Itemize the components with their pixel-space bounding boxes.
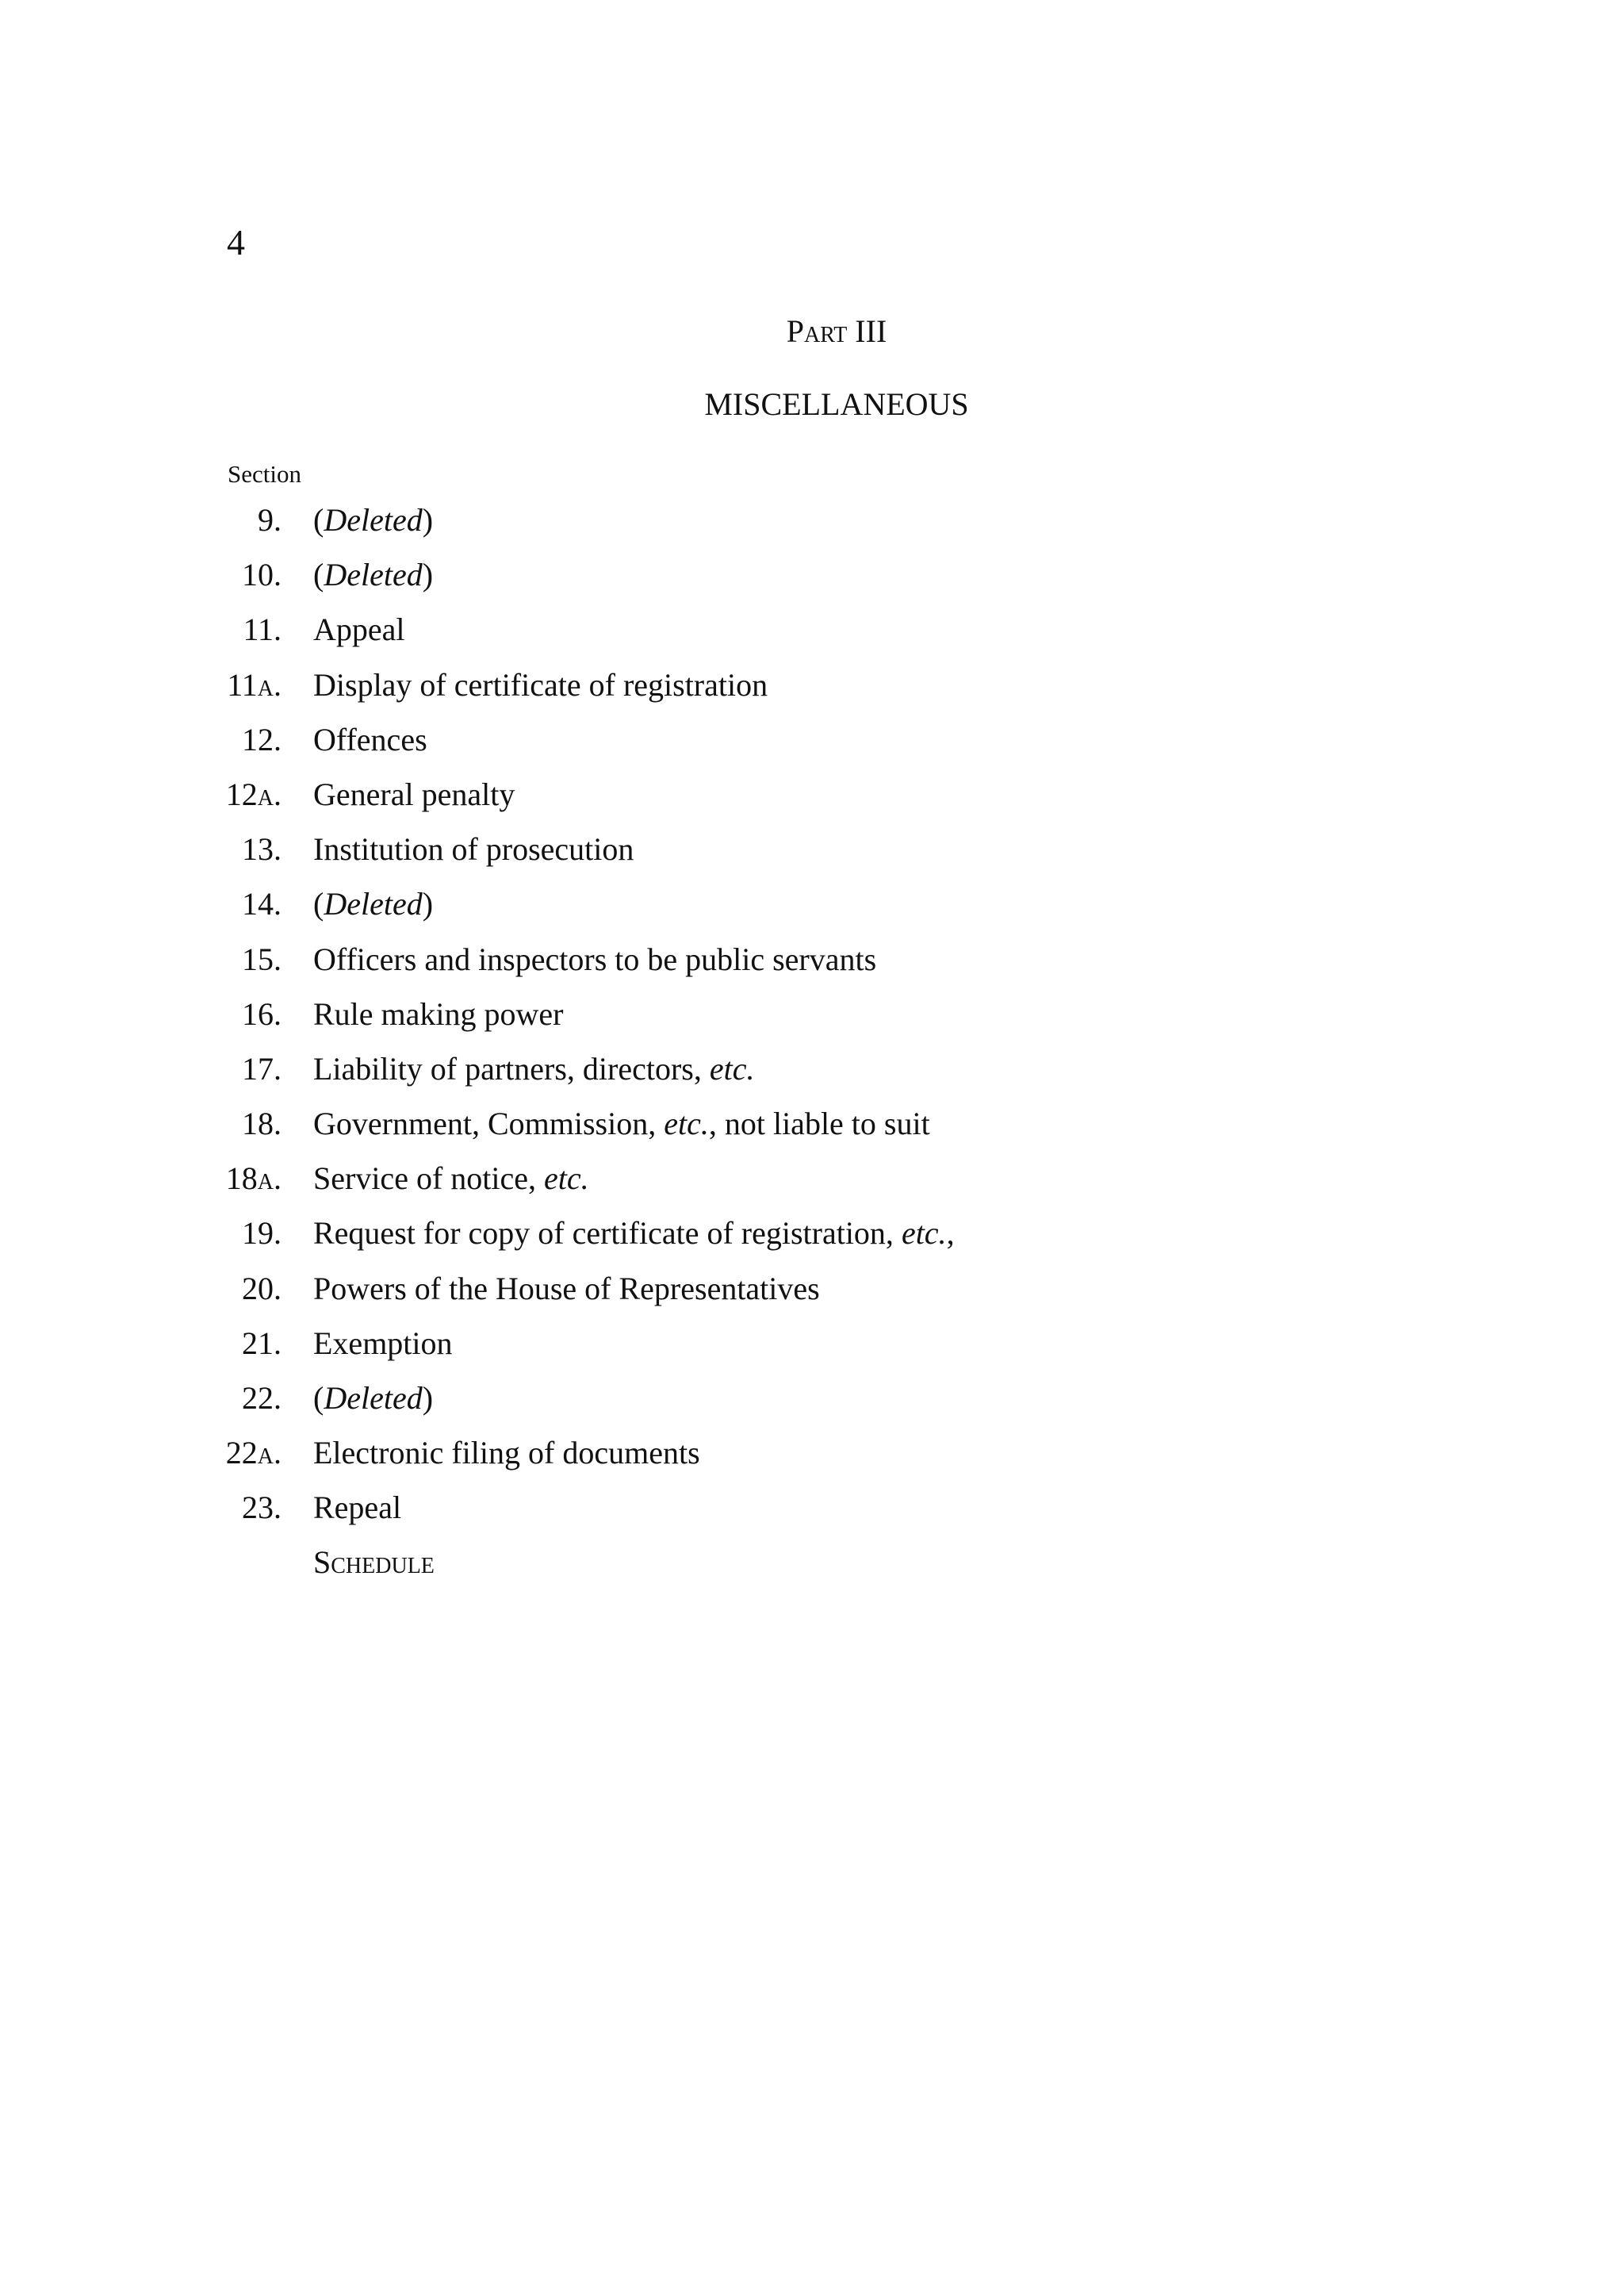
toc-row (222, 721, 1411, 779)
division-heading: MISCELLANEOUS (704, 386, 969, 422)
section-number: 21. (242, 1325, 282, 1361)
section-number: 9. (258, 502, 282, 538)
section-title: Offences (313, 721, 427, 757)
section-number: 11a. (227, 666, 282, 703)
section-title: Request for copy of certificate of registration, etc., (313, 1215, 955, 1252)
section-title: General penalty (313, 776, 515, 812)
toc-row (222, 1108, 1411, 1163)
section-title: Appeal (313, 612, 405, 648)
part-heading: Part III (786, 313, 887, 349)
section-number: 10. (242, 557, 282, 593)
section-number: 11. (243, 612, 282, 648)
section-number: 20. (242, 1270, 282, 1306)
section-number: 23. (242, 1490, 282, 1526)
toc-row (222, 1325, 1411, 1382)
section-number: 12a. (225, 776, 282, 812)
section-title: (Deleted) (313, 557, 434, 593)
toc-row (222, 831, 1411, 888)
section-title: Institution of prosecution (313, 831, 634, 868)
section-number: 16. (242, 995, 282, 1032)
section-title: Government, Commission, etc., not liable to suit (313, 1106, 930, 1142)
section-title: (Deleted) (313, 502, 434, 538)
section-number: 15. (242, 941, 282, 977)
section-title: Service of notice, etc. (313, 1160, 589, 1197)
toc-row (222, 559, 1411, 614)
toc-row (222, 1160, 1411, 1217)
section-number: 18. (242, 1106, 282, 1142)
section-title: Liability of partners, directors, etc. (313, 1050, 755, 1087)
section-title: Officers and inspectors to be public servants (313, 941, 877, 977)
section-column-label: Section (228, 460, 301, 488)
division-heading-container (0, 386, 1624, 422)
section-number: 22. (242, 1380, 282, 1416)
toc-row (222, 614, 1411, 669)
section-number: 12. (242, 721, 282, 757)
toc-row (222, 666, 1411, 724)
part-heading-container (0, 313, 1624, 349)
section-title: Exemption (313, 1325, 453, 1361)
toc-row (222, 1050, 1411, 1108)
toc-row (222, 1382, 1411, 1437)
section-number: 14. (242, 886, 282, 922)
toc-row (222, 1492, 1411, 1547)
section-title: Repeal (313, 1490, 402, 1526)
section-number: 18a. (225, 1160, 282, 1197)
section-number: 17. (242, 1050, 282, 1087)
toc-row (222, 1437, 1411, 1492)
section-list (222, 504, 1411, 1547)
toc-row (222, 504, 1411, 559)
toc-row (222, 776, 1411, 834)
section-title: Electronic filing of documents (313, 1435, 700, 1471)
schedule-label: Schedule (313, 1544, 435, 1580)
section-number: 22a. (225, 1435, 282, 1471)
section-title: Display of certificate of registration (313, 666, 768, 703)
section-title: Rule making power (313, 995, 564, 1032)
section-title: Powers of the House of Representatives (313, 1270, 820, 1306)
toc-row (222, 995, 1411, 1053)
toc-row (222, 941, 1411, 999)
toc-row (222, 1270, 1411, 1328)
section-title: (Deleted) (313, 886, 434, 922)
section-title: (Deleted) (313, 1380, 434, 1416)
toc-row (222, 1217, 1411, 1272)
section-number: 19. (242, 1215, 282, 1252)
toc-row (222, 888, 1411, 943)
page-number: 4 (227, 222, 245, 263)
section-number: 13. (242, 831, 282, 868)
